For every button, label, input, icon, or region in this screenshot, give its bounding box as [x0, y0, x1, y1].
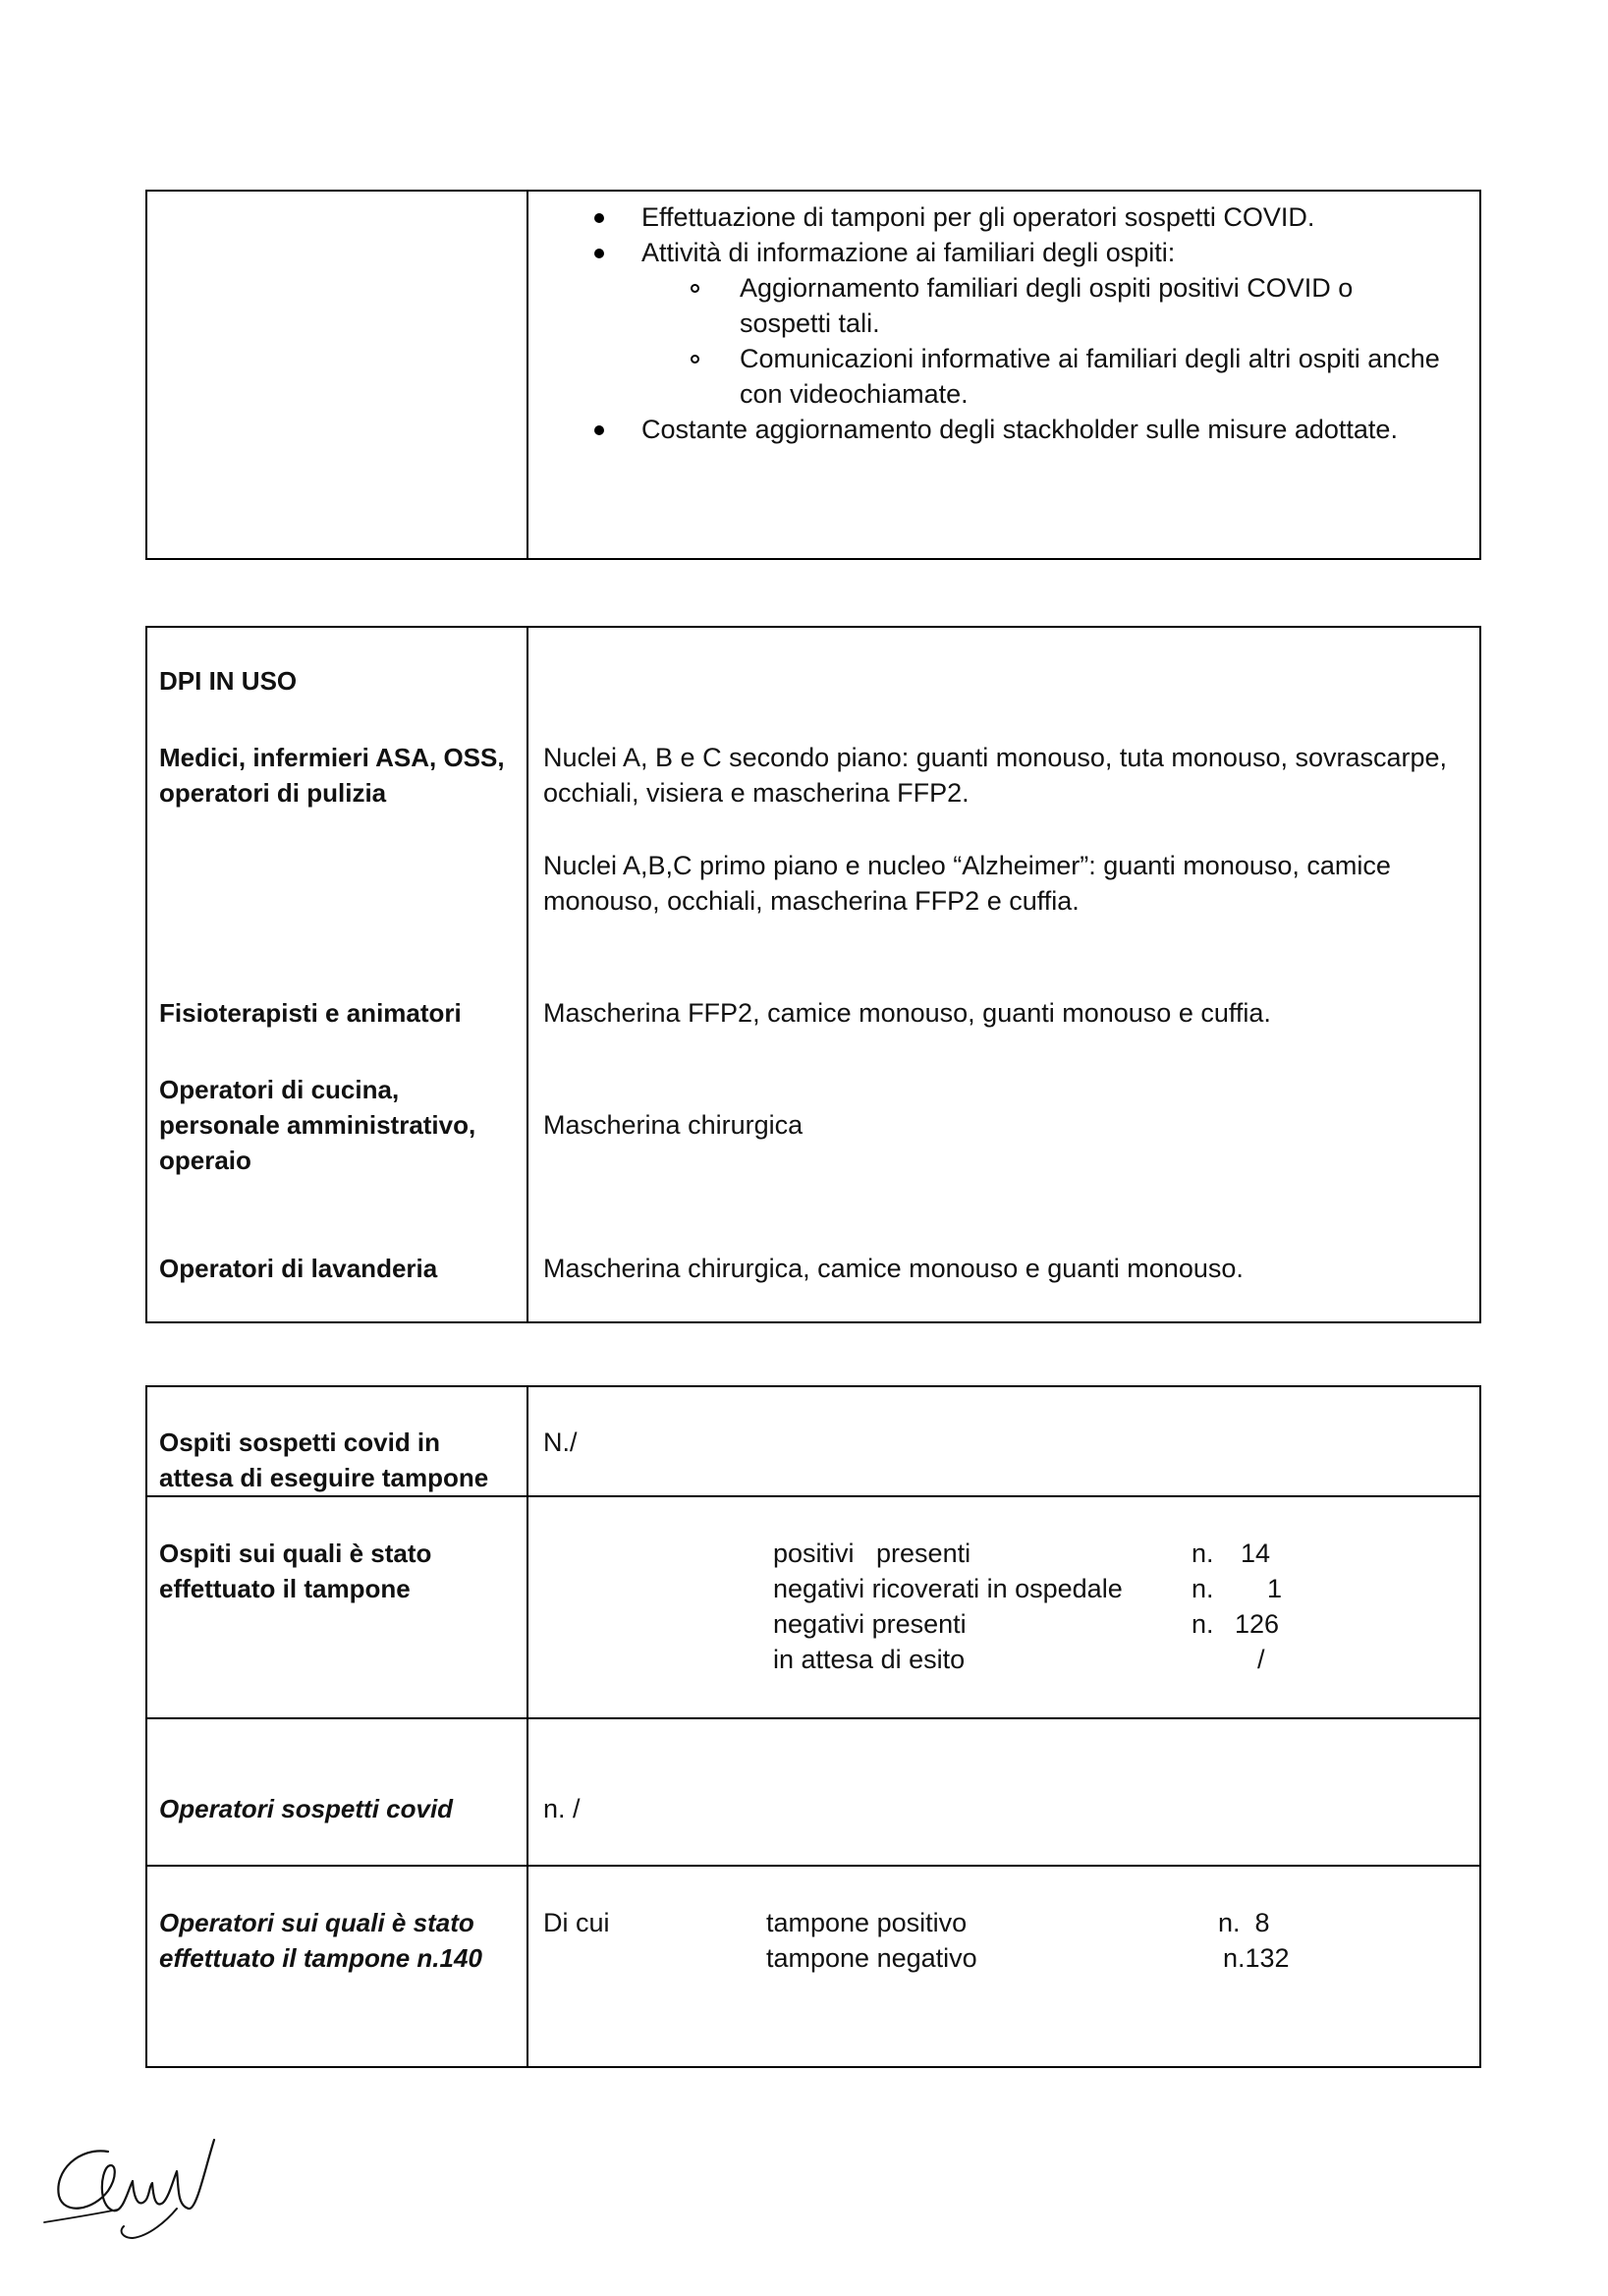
result-label: tampone positivo — [766, 1908, 968, 1937]
result-label: negativi ricoverati in ospedale — [773, 1574, 1123, 1603]
sub-bullet-icon — [691, 284, 699, 293]
result-count: / — [1257, 1645, 1265, 1674]
bullet-text: Attività di informazione ai familiari degli ospiti: — [641, 238, 1176, 267]
result-count: 14 — [1241, 1539, 1271, 1568]
row-label: Medici, infermieri ASA, OSS, — [159, 743, 505, 772]
row-divider — [147, 1865, 1479, 1867]
row-label: Ospiti sui quali è stato — [159, 1539, 432, 1568]
column-divider — [527, 628, 528, 1321]
row-value: monouso, occhiali, mascherina FFP2 e cuffia. — [543, 886, 1080, 916]
row-label: Operatori di lavanderia — [159, 1254, 438, 1283]
row-value: occhiali, visiera e mascherina FFP2. — [543, 778, 970, 808]
bullet-text: Costante aggiornamento degli stackholder sulle misure adottate. — [641, 415, 1398, 444]
row-value: n. / — [543, 1794, 581, 1823]
bullet-icon — [594, 425, 604, 435]
row-label: Ospiti sospetti covid in — [159, 1428, 441, 1457]
sub-bullet-text: con videochiamate. — [740, 379, 969, 409]
row-label: effettuato il tampone — [159, 1574, 411, 1603]
row-value: Di cui — [543, 1908, 610, 1937]
row-divider — [147, 1717, 1479, 1719]
result-count: 126 — [1235, 1609, 1280, 1639]
result-label: tampone negativo — [766, 1943, 977, 1973]
sub-bullet-text: Comunicazioni informative ai familiari degli altri ospiti anche — [740, 344, 1440, 373]
table-heading: DPI IN USO — [159, 666, 298, 696]
result-label: negativi presenti — [773, 1609, 967, 1639]
row-label: Fisioterapisti e animatori — [159, 998, 462, 1028]
result-prefix: n. — [1192, 1574, 1214, 1603]
table-dpi — [145, 626, 1481, 1323]
result-label: in attesa di esito — [773, 1645, 966, 1674]
bullet-icon — [594, 249, 604, 258]
bullet-icon — [594, 213, 604, 223]
row-value: N./ — [543, 1428, 578, 1457]
signature-image — [39, 2112, 216, 2240]
column-divider — [527, 192, 528, 558]
sub-bullet-text: sospetti tali. — [740, 308, 880, 338]
row-label: operatori di pulizia — [159, 778, 387, 808]
row-label: effettuato il tampone n.140 — [159, 1943, 482, 1973]
result-prefix: n. — [1192, 1539, 1214, 1568]
result-label: positivi presenti — [773, 1539, 971, 1568]
row-label: personale amministrativo, — [159, 1110, 476, 1140]
result-count: 1 — [1267, 1574, 1283, 1603]
row-value: Mascherina chirurgica, camice monouso e guanti monouso. — [543, 1254, 1244, 1283]
sub-bullet-icon — [691, 355, 699, 364]
result-value: n.132 — [1223, 1943, 1290, 1973]
bullet-text: Effettuazione di tamponi per gli operatori sospetti COVID. — [641, 202, 1315, 232]
row-label: Operatori di cucina, — [159, 1075, 400, 1104]
result-value: n. 8 — [1218, 1908, 1270, 1937]
result-prefix: n. — [1192, 1609, 1214, 1639]
column-divider — [527, 1387, 528, 2066]
row-label: Operatori sospetti covid — [159, 1794, 454, 1823]
row-label: operaio — [159, 1146, 251, 1175]
row-value: Mascherina chirurgica — [543, 1110, 804, 1140]
row-label: attesa di eseguire tampone — [159, 1463, 489, 1492]
row-value: Nuclei A,B,C primo piano e nucleo “Alzheimer”: guanti monouso, camice — [543, 851, 1391, 880]
row-value: Mascherina FFP2, camice monouso, guanti monouso e cuffia. — [543, 998, 1271, 1028]
row-label: Operatori sui quali è stato — [159, 1908, 474, 1937]
row-value: Nuclei A, B e C secondo piano: guanti monouso, tuta monouso, sovrascarpe, — [543, 743, 1448, 772]
sub-bullet-text: Aggiornamento familiari degli ospiti positivi COVID o — [740, 273, 1354, 303]
